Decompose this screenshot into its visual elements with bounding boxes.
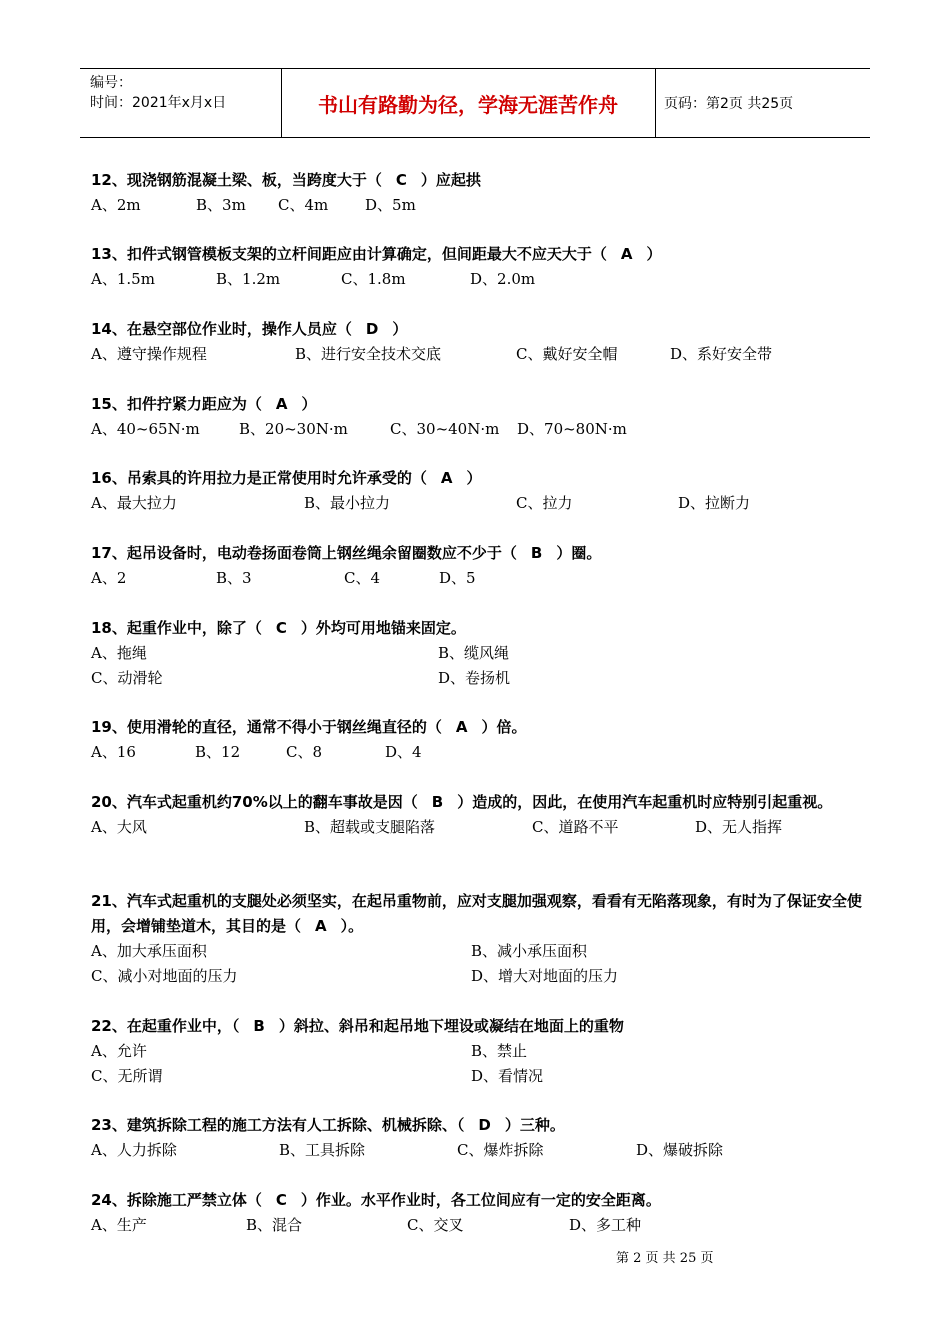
question-tail: ）应起拱	[420, 171, 481, 189]
option-c: C、动滑轮	[91, 669, 163, 687]
question-22	[91, 1014, 866, 1089]
option-a: A、加大承压面积	[91, 942, 207, 960]
answer: A	[440, 469, 453, 487]
option-c: C、爆炸拆除	[457, 1141, 544, 1159]
question-text: 13、扣件式钢管模板支架的立杆间距应由计算确定，但间距最大不应天大于（	[91, 245, 607, 263]
answer: C	[275, 619, 287, 637]
question-tail: ）圈。	[556, 544, 602, 562]
option-d: D、爆破拆除	[636, 1141, 724, 1159]
time-label: 时间：2021年x月x日	[90, 95, 227, 111]
option-a: A、最大拉力	[91, 494, 177, 512]
option-d: D、4	[385, 743, 422, 761]
option-b: B、缆风绳	[438, 644, 510, 662]
question-24	[91, 1188, 866, 1238]
option-a: A、人力拆除	[91, 1141, 177, 1159]
answer: A	[275, 395, 288, 413]
option-a: A、遵守操作规程	[91, 345, 207, 363]
option-a: A、2m	[91, 196, 141, 214]
option-c: C、戴好安全帽	[516, 345, 618, 363]
option-d: D、看情况	[471, 1067, 544, 1085]
option-b: B、1.2m	[216, 270, 281, 288]
question-text: 15、扣件拧紧力距应为（	[91, 395, 262, 413]
question-tail: ）造成的，因此，在使用汽车起重机时应特别引起重视。	[457, 793, 833, 811]
option-a: A、2	[91, 569, 127, 587]
option-c: C、1.8m	[341, 270, 406, 288]
question-tail: ）。	[340, 917, 364, 935]
question-17	[91, 541, 866, 591]
option-a: A、16	[91, 743, 136, 761]
header-meta	[90, 73, 226, 113]
option-a: A、40~65N·m	[91, 420, 200, 438]
page-header	[80, 68, 870, 138]
answer: B	[431, 793, 444, 811]
question-text: 23、建筑拆除工程的施工方法有人工拆除、机械拆除、（	[91, 1116, 465, 1134]
option-b: B、最小拉力	[304, 494, 391, 512]
question-text: 14、在悬空部位作业时，操作人员应（	[91, 320, 352, 338]
option-d: D、拉断力	[678, 494, 751, 512]
option-b: B、12	[195, 743, 241, 761]
question-tail: ）斜拉、斜吊和起吊地下埋设或凝结在地面上的重物	[278, 1017, 624, 1035]
question-text: 21、汽车式起重机的支腿处必须坚实，在起吊重物前，应对支腿加强观察，看看有无陷落现象，有时为了保证安全使用，会增铺垫道木，其目的是（	[91, 892, 862, 935]
question-tail: ）	[646, 245, 662, 263]
page-footer: 第 2 页 共 25 页	[616, 1251, 714, 1266]
option-d: D、2.0m	[470, 270, 536, 288]
option-c: C、道路不平	[532, 818, 619, 836]
question-23	[91, 1113, 866, 1163]
question-text: 24、拆除施工严禁立体（	[91, 1191, 262, 1209]
option-d: D、无人指挥	[695, 818, 783, 836]
answer: B	[530, 544, 543, 562]
question-text: 22、在起重作业中，（	[91, 1017, 240, 1035]
answer: A	[620, 245, 633, 263]
question-21	[91, 889, 866, 989]
option-c: C、4m	[278, 196, 329, 214]
option-a: A、大风	[91, 818, 147, 836]
option-a: A、拖绳	[91, 644, 147, 662]
question-13	[91, 242, 866, 292]
question-tail: ）	[466, 469, 482, 487]
option-b: B、3	[216, 569, 252, 587]
option-a: A、1.5m	[91, 270, 155, 288]
question-tail: ）外均可用地锚来固定。	[300, 619, 466, 637]
answer: A	[455, 718, 468, 736]
option-b: B、20~30N·m	[239, 420, 348, 438]
option-c: C、30~40N·m	[390, 420, 500, 438]
option-d: D、5	[439, 569, 476, 587]
header-page-label: 页码：第2页 共25页	[664, 96, 794, 112]
option-d: D、增大对地面的压力	[471, 967, 619, 985]
option-d: D、70~80N·m	[517, 420, 627, 438]
answer: C	[395, 171, 407, 189]
question-tail: ）	[392, 320, 408, 338]
question-tail: ）三种。	[504, 1116, 565, 1134]
answer: D	[365, 320, 379, 338]
option-d: D、多工种	[569, 1216, 642, 1234]
question-tail: ）倍。	[481, 718, 527, 736]
question-19	[91, 715, 866, 765]
answer: C	[275, 1191, 287, 1209]
option-c: C、8	[286, 743, 323, 761]
question-text: 12、现浇钢筋混凝土梁、板，当跨度大于（	[91, 171, 382, 189]
question-15	[91, 392, 866, 442]
answer: D	[478, 1116, 491, 1134]
option-b: B、混合	[246, 1216, 303, 1234]
question-text: 20、汽车式起重机约70%以上的翻车事故是因（	[91, 793, 418, 811]
question-tail: ）	[301, 395, 317, 413]
option-c: C、减小对地面的压力	[91, 967, 238, 985]
question-20	[91, 790, 866, 840]
number-label: 编号：	[90, 75, 132, 91]
option-d: D、卷扬机	[438, 669, 511, 687]
question-16	[91, 466, 866, 516]
answer: A	[315, 917, 327, 935]
option-b: B、进行安全技术交底	[295, 345, 442, 363]
header-divider	[655, 69, 656, 137]
option-a: A、生产	[91, 1216, 147, 1234]
question-tail: ）作业。水平作业时，各工位间应有一定的安全距离。	[300, 1191, 661, 1209]
question-text: 19、使用滑轮的直径，通常不得小于钢丝绳直径的（	[91, 718, 442, 736]
header-motto: 书山有路勤为径，学海无涯苦作舟	[318, 92, 618, 117]
question-text: 18、起重作业中，除了（	[91, 619, 262, 637]
question-text: 17、起吊设备时，电动卷扬面卷筒上钢丝绳余留圈数应不少于（	[91, 544, 517, 562]
option-c: C、4	[344, 569, 381, 587]
option-b: B、3m	[196, 196, 246, 214]
option-c: C、无所谓	[91, 1067, 163, 1085]
question-text: 16、吊索具的许用拉力是正常使用时允许承受的（	[91, 469, 427, 487]
answer: B	[253, 1017, 265, 1035]
question-18	[91, 616, 866, 691]
option-c: C、拉力	[516, 494, 573, 512]
option-b: B、减小承压面积	[471, 942, 588, 960]
option-c: C、交叉	[407, 1216, 464, 1234]
option-a: A、允许	[91, 1042, 147, 1060]
option-b: B、禁止	[471, 1042, 528, 1060]
option-d: D、系好安全带	[670, 345, 773, 363]
option-b: B、工具拆除	[279, 1141, 366, 1159]
option-b: B、超载或支腿陷落	[304, 818, 436, 836]
question-12	[91, 168, 866, 218]
question-14	[91, 317, 866, 367]
option-d: D、5m	[365, 196, 416, 214]
